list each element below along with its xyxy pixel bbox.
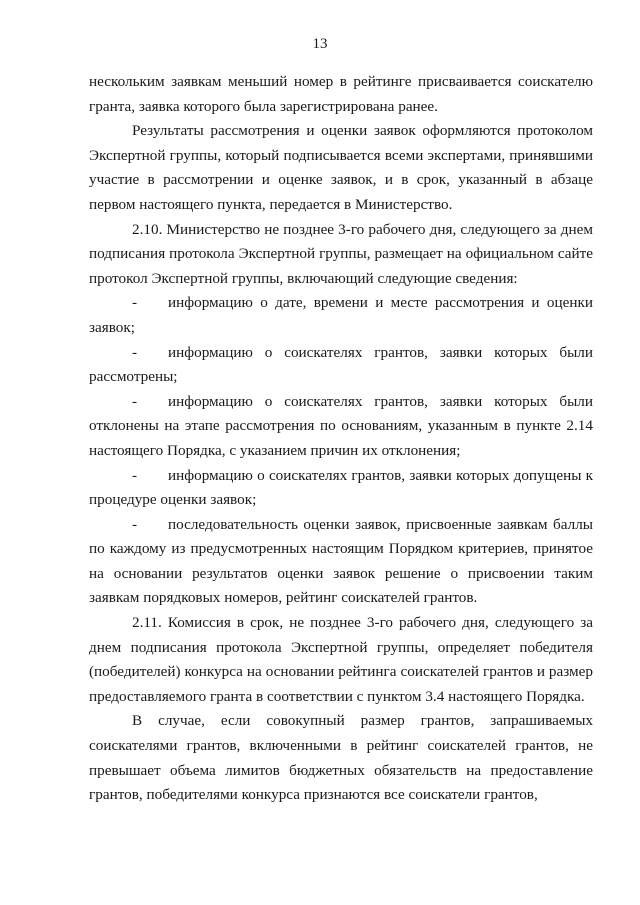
dash-marker: -	[132, 294, 138, 312]
dash-marker: -	[132, 515, 138, 533]
list-item	[89, 513, 593, 611]
list-item-text: информацию о соискателях грантов, заявки которых были рассмотрены;	[89, 343, 593, 386]
list-item-text: информацию о соискателях грантов, заявки которых были отклонены на этапе рассмотрения по основаниям, указанным в пункте 2.14 настоящего Порядка, с указанием причин их отклонения;	[89, 392, 593, 459]
paragraph-continuation: нескольким заявкам меньший номер в рейтинге присваивается соискателю гранта, заявка которого была зарегистрирована ранее.	[89, 73, 593, 115]
dash-marker: -	[132, 392, 138, 410]
list-item	[89, 464, 593, 513]
list-item-text: информацию о дате, времени и месте рассмотрения и оценки заявок;	[89, 294, 593, 336]
paragraph-results-protocol: Результаты рассмотрения и оценки заявок оформляются протоколом Экспертной группы, который подписывается всеми экспертами, принявшими участие в рассмотрении и оценке заявок, и в срок, указанный в абзаце первом настоящего пункта, передается в Министерство.	[89, 122, 593, 213]
paragraph-2-11: 2.11. Комиссия в срок, не позднее 3-го рабочего дня, следующего за днем подписания протокола Экспертной группы, определяет победителя (победителей) конкурса на основании рейтинга соискателей грантов и размер предоставляемого гранта в соответствии с пунктом 3.4 настоящего Порядка.	[89, 614, 593, 705]
paragraph-2-10: 2.10. Министерство не позднее 3-го рабочего дня, следующего за днем подписания протокола Экспертной группы, размещает на официальном сайте протокол Экспертной группы, включающий следующие сведения:	[89, 220, 593, 287]
document-body	[89, 70, 593, 808]
paragraph-grant-limits: В случае, если совокупный размер грантов, запрашиваемых соискателями грантов, включенными в рейтинг соискателей грантов, не превышает объема лимитов бюджетных обязательств на предоставление грантов, победителями конкурса признаются все соискатели грантов,	[89, 712, 593, 804]
list-item	[89, 341, 593, 390]
list-item-text: информацию о соискателях грантов, заявки которых допущены к процедуре оценки заявок;	[89, 466, 593, 509]
list-item	[89, 291, 593, 340]
page-number: 13	[312, 36, 328, 52]
dash-marker: -	[132, 466, 138, 484]
list-item	[89, 390, 593, 464]
list-item-text: последовательность оценки заявок, присвоенные заявкам баллы по каждому из предусмотренных настоящим Порядком критериев, принятое на основании результатов оценки заявок решение о присвоении таким заявкам порядковых номеров, рейтинг соискателей грантов.	[89, 515, 593, 607]
dash-marker: -	[132, 343, 138, 361]
